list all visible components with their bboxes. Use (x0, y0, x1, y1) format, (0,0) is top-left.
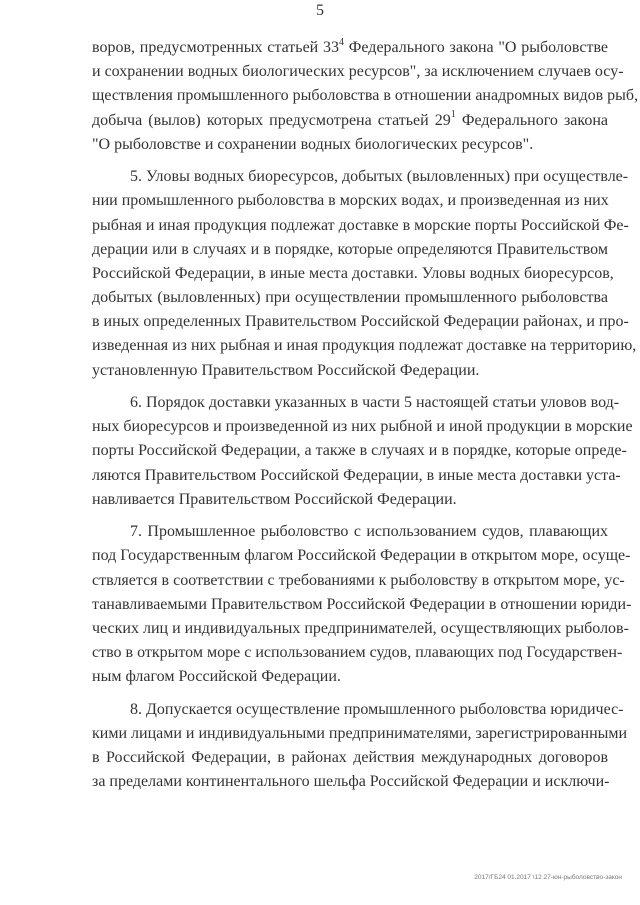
text-line: порты Российской Федерации, а также в случаях и в порядке, которые опреде- (92, 442, 627, 460)
text-line: Российской Федерации, в иные места доставки. Уловы водных биоресурсов, (92, 264, 614, 282)
text-line: "О рыболовстве и сохранении водных биологических ресурсов". (92, 135, 534, 153)
text-line: рыбная и иная продукция подлежат доставке в морские порты Российской Фе- (92, 216, 629, 234)
text-line: ляются Правительством Российской Федерации, в иные места доставки уста- (92, 466, 621, 484)
paragraph-6-line: 6. Порядок доставки указанных в части 5 настоящей статьи уловов вод- (130, 394, 620, 411)
text-line: ство в открытом море с использованием судов, плавающих под Государствен- (92, 644, 623, 662)
text-line: добытых (выловленных) при осуществлении промышленного рыболовства (92, 289, 608, 307)
paragraph-7-line: 7. Промышленное рыболовство с использованием судов, плавающих (130, 523, 608, 541)
text-line: ным флагом Российской Федерации. (92, 668, 341, 686)
text-line: ствляется в соответствии с требованиями к рыболовству в открытом море, ус- (92, 571, 625, 589)
paragraph-5-line: 5. Уловы водных биоресурсов, добытых (выловленных) при осуществле- (130, 168, 629, 186)
body-text (92, 36, 639, 794)
text-line: за пределами континентального шельфа Российской Федерации и исключи- (92, 773, 610, 791)
text-line: дерации или в случаях и в порядке, которые определяются Правительством (92, 240, 608, 258)
text-line: кими лицами и индивидуальными предпринимателями, зарегистрированными (92, 724, 628, 742)
text-line: в Российской Федерации, в районах действия международных договоров (92, 749, 608, 766)
text-line: изведенная из них рыбная и иная продукция подлежат доставке на территорию, (92, 337, 637, 355)
text-line: нии промышленного рыболовства в морских водах, и произведенная из них (92, 192, 609, 210)
text-line: ных биоресурсов и произведенной из них рыбной и иной продукции в морские (92, 418, 633, 436)
text-line: установленную Правительством Российской Федерации. (92, 361, 480, 379)
document-footer: 2017/ГБ24 01.2017 \12 27-юн-рыболовство-закон (474, 874, 622, 881)
text-line: танавливаемыми Правительством Российской Федерации в отношении юриди- (92, 595, 632, 613)
text-line: воров, предусмотренных статьей $33^4$ Федерального закона "О рыболовстве (92, 36, 608, 56)
text-line: и сохранении водных биологических ресурсов", за исключением случаев осу- (92, 63, 624, 81)
text-line: навливается Правительством Российской Федерации. (92, 490, 457, 508)
text-line: в иных определенных Правительством Российской Федерации районах, и про- (92, 313, 629, 331)
page-number: 5 (316, 2, 324, 19)
text-line: под Государственным флагом Российской Федерации в открытом море, осуще- (92, 547, 631, 565)
text-line: добыча (вылов) которых предусмотрена статьей $29^1$ Федерального закона (92, 109, 609, 129)
text-line: ществления промышленного рыболовства в отношении анадромных видов рыб, (92, 87, 639, 105)
paragraph-8-line: 8. Допускается осуществление промышленного рыболовства юридичес- (130, 700, 624, 718)
text-line: ческих лиц и индивидуальных предпринимателей, осуществляющих рыболов- (92, 619, 629, 637)
